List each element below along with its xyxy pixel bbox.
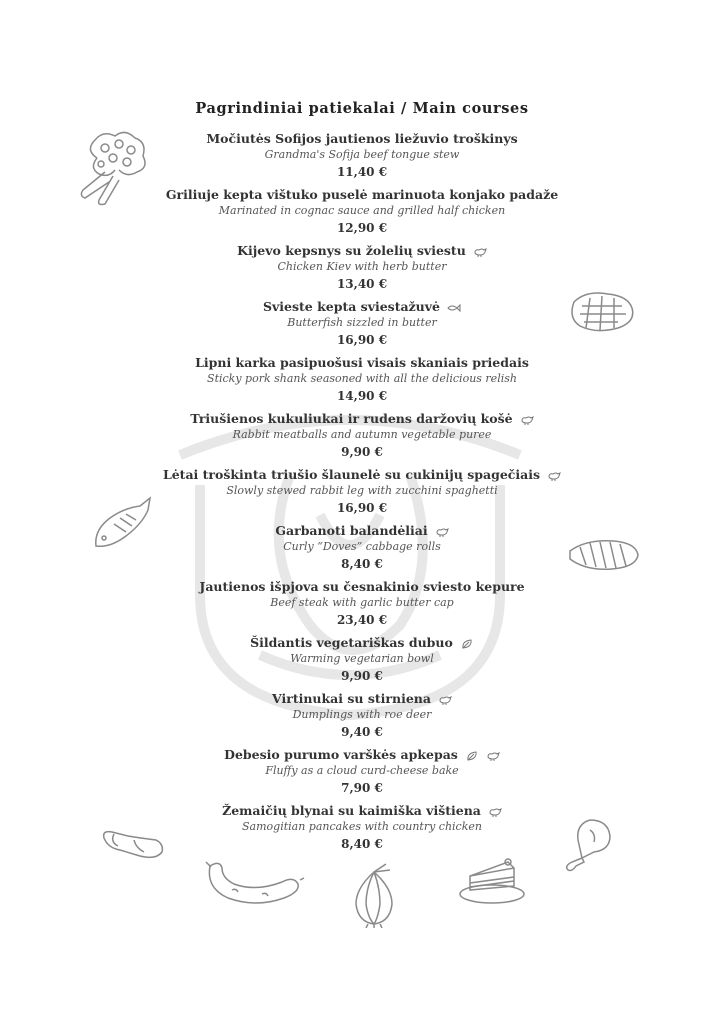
chicken-icon [520,415,534,425]
menu-item [0,466,724,522]
dish-price: 7,90 € [341,781,383,795]
dish-price: 8,40 € [341,557,383,571]
sausage-icon [202,858,306,910]
dish-description: Marinated in cognac sauce and grilled half chicken [218,204,506,217]
dish-name-text: Kijevo kepsnys su žolelių sviestu [237,243,466,258]
menu-item [0,690,724,746]
dish-name [0,578,724,595]
menu-items-list [0,130,724,858]
dish-name [0,634,724,651]
dish-name [0,746,724,763]
dish-description: Slowly stewed rabbit leg with zucchini spaghetti [226,484,498,497]
dish-name [0,522,724,539]
main-courses-menu [0,100,724,858]
menu-item [0,298,724,354]
dish-price: 13,40 € [336,277,388,291]
menu-item [0,242,724,298]
chicken-icon [486,751,500,761]
dish-name-text: Griliuje kepta vištuko puselė marinuota konjako padaže [165,187,559,202]
dish-name-text: Garbanoti balandėliai [275,523,428,538]
dish-description: Rabbit meatballs and autumn vegetable puree [232,428,492,441]
dish-price: 16,90 € [336,333,388,347]
dish-description: Fluffy as a cloud curd-cheese bake [265,764,459,777]
dish-description: Curly “Doves” cabbage rolls [283,540,441,553]
dish-description: Beef steak with garlic butter cap [270,596,454,609]
menu-item [0,354,724,410]
menu-item [0,186,724,242]
menu-item [0,634,724,690]
dish-name [0,802,724,819]
dish-price: 16,90 € [336,501,388,515]
menu-item [0,578,724,634]
dish-price: 23,40 € [336,613,388,627]
onion-icon [346,862,402,928]
leaf-icon [460,639,474,649]
chicken-icon [473,247,487,257]
leaf-icon [465,751,479,761]
dish-price: 12,90 € [336,221,388,235]
dish-description: Dumplings with roe deer [292,708,432,721]
dish-name-text: Debesio purumo varškės apkepas [224,747,458,762]
menu-item [0,802,724,858]
dish-name-text: Lipni karka pasipuošusi visais skaniais priedais [195,355,529,370]
chicken-icon [488,807,502,817]
dish-price: 14,90 € [336,389,388,403]
chicken-icon [438,695,452,705]
dish-description: Grandma's Sofija beef tongue stew [264,148,460,161]
chicken-icon [435,527,449,537]
dish-name [0,410,724,427]
dish-price: 9,90 € [341,669,383,683]
dish-name-text: Šildantis vegetariškas dubuo [250,635,453,650]
dish-price: 8,40 € [341,837,383,851]
menu-item [0,410,724,466]
dish-description: Butterfish sizzled in butter [287,316,437,329]
dish-name-text: Svieste kepta sviestažuvė [262,299,440,314]
fish-icon [447,303,461,313]
page-title: Pagrindiniai patiekalai / Main courses [195,100,529,117]
dish-name-text: Triušienos kukuliukai ir rudens daržovių košė [190,411,513,426]
menu-item [0,522,724,578]
dish-name-text: Virtinukai su stirniena [272,691,431,706]
dish-name [0,242,724,259]
dish-description: Sticky pork shank seasoned with all the delicious relish [207,372,517,385]
dish-name-text: Jautienos išpjova su česnakinio sviesto kepure [199,579,525,594]
dish-name [0,354,724,371]
dish-name-text: Lėtai troškinta triušio šlaunelė su cukinijų spagečiais [162,467,541,482]
menu-item [0,746,724,802]
dish-name [0,298,724,315]
dish-name [0,186,724,203]
dish-price: 11,40 € [336,165,388,179]
dish-name [0,466,724,483]
dish-name [0,130,724,147]
dish-description: Chicken Kiev with herb butter [277,260,447,273]
dish-description: Warming vegetarian bowl [290,652,434,665]
chicken-icon [547,471,561,481]
dish-name [0,690,724,707]
dish-price: 9,90 € [341,445,383,459]
dish-description: Samogitian pancakes with country chicken [242,820,482,833]
dish-name-text: Močiutės Sofijos jautienos liežuvio troškinys [206,131,518,146]
cake-slice-icon [456,856,528,906]
dish-price: 9,40 € [341,725,383,739]
dish-name-text: Žemaičių blynai su kaimiška vištiena [222,803,481,818]
menu-item [0,130,724,186]
